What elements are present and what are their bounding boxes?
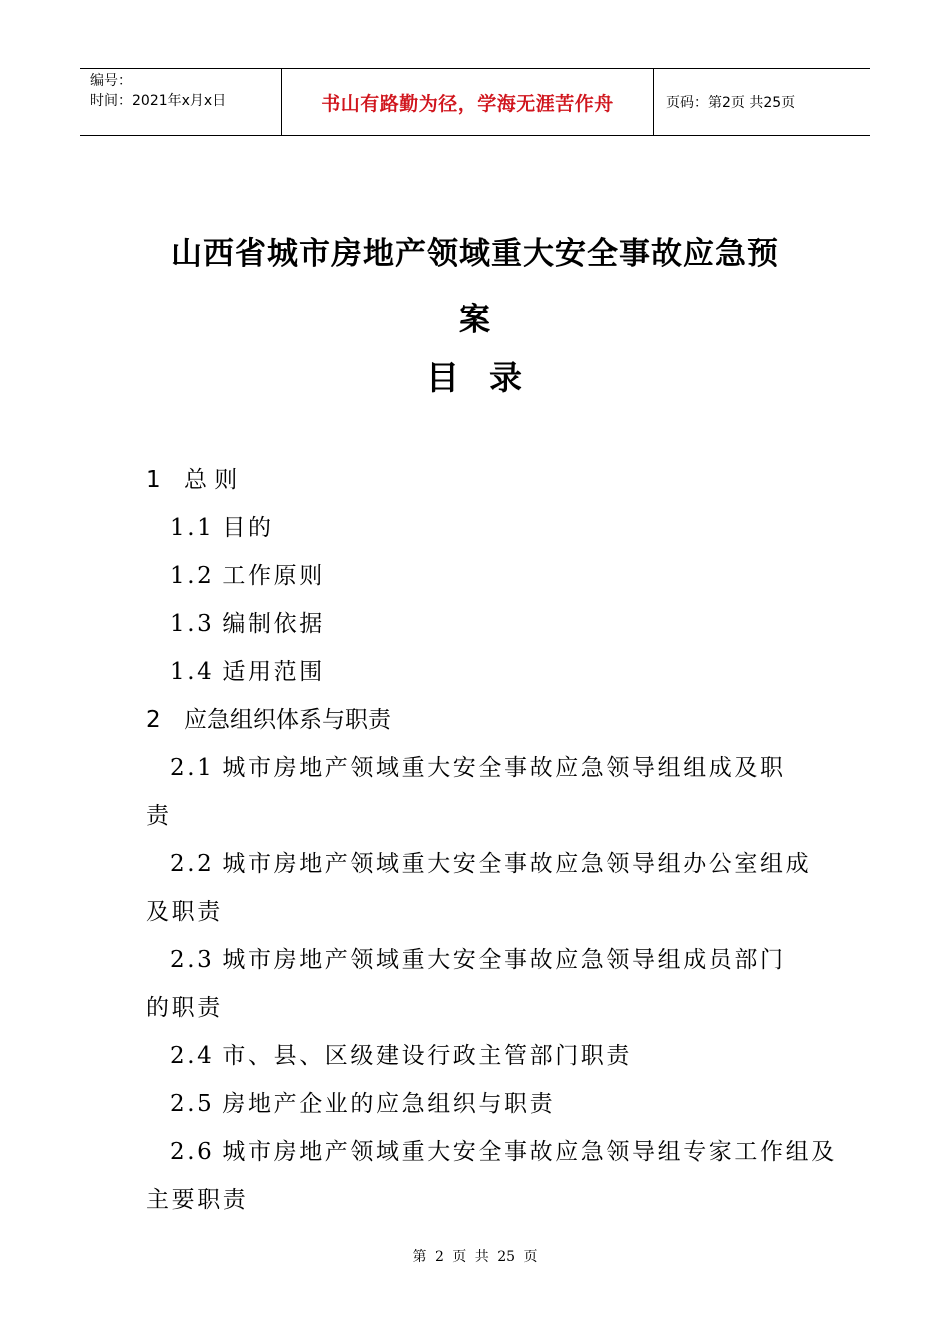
number-label: 编号： bbox=[90, 73, 132, 89]
toc-entry-text: 适用范围 bbox=[222, 659, 325, 685]
document-header bbox=[80, 68, 870, 136]
toc-entry-text: 市、县、区级建设行政主管部门职责 bbox=[222, 1043, 632, 1069]
toc-entry-number: 1.4 bbox=[170, 659, 215, 685]
toc-entry-number: 2.2 bbox=[170, 851, 215, 877]
header-motto: 书山有路勤为径，学海无涯苦作舟 bbox=[282, 69, 654, 135]
toc-entry-2-1-continuation: 责 bbox=[146, 803, 172, 829]
toc-entry-number: 2.5 bbox=[170, 1091, 215, 1117]
header-page-info: 页码：第2页 共25页 bbox=[666, 95, 796, 111]
toc-entry-1-3[interactable] bbox=[170, 605, 325, 638]
toc-entry-number: 1.3 bbox=[170, 611, 215, 637]
toc-entry-2-3-continuation: 的职责 bbox=[146, 995, 223, 1021]
toc-entry-text: 工作原则 bbox=[222, 563, 325, 589]
toc-entry-text: 城市房地产领域重大安全事故应急领导组办公室组成 bbox=[222, 851, 812, 877]
header-meta bbox=[80, 69, 282, 135]
toc-entry-2-2[interactable] bbox=[170, 845, 811, 878]
toc-entry-number: 2.4 bbox=[170, 1043, 215, 1069]
toc-entry-number: 2.6 bbox=[170, 1139, 215, 1165]
toc-entry-number: 1.1 bbox=[170, 515, 215, 541]
toc-entry-number: 1 bbox=[146, 467, 161, 493]
toc-entry-2-4[interactable] bbox=[170, 1037, 632, 1070]
toc-entry-2-5[interactable] bbox=[170, 1085, 555, 1118]
toc-entry-2-1[interactable] bbox=[170, 749, 786, 782]
toc-entry-text: 房地产企业的应急组织与职责 bbox=[222, 1091, 556, 1117]
toc-entry-2-2-continuation: 及职责 bbox=[146, 899, 223, 925]
toc-entry-number: 2.1 bbox=[170, 755, 215, 781]
toc-entry-number: 2 bbox=[146, 707, 161, 733]
toc-entry-2-3[interactable] bbox=[170, 941, 786, 974]
toc-heading: 目录 bbox=[426, 358, 552, 397]
document-title-line1: 山西省城市房地产领域重大安全事故应急预 bbox=[171, 236, 779, 272]
toc-entry-text: 城市房地产领域重大安全事故应急领导组成员部门 bbox=[222, 947, 786, 973]
toc-entry-text: 城市房地产领域重大安全事故应急领导组专家工作组及 bbox=[222, 1139, 837, 1165]
toc-entry-text: 城市房地产领域重大安全事故应急领导组组成及职 bbox=[222, 755, 786, 781]
toc-entry-2[interactable] bbox=[146, 701, 391, 734]
toc-entry-text: 应急组织体系与职责 bbox=[184, 707, 391, 733]
time-label: 时间：2021年x月x日 bbox=[90, 93, 227, 109]
toc-entry-1-2[interactable] bbox=[170, 557, 325, 590]
toc-entry-number: 2.3 bbox=[170, 947, 215, 973]
toc-entry-1[interactable] bbox=[146, 461, 237, 494]
page-footer: 第 2 页 共 25 页 bbox=[412, 1249, 538, 1265]
toc-entry-1-4[interactable] bbox=[170, 653, 325, 686]
toc-entry-2-6[interactable] bbox=[170, 1133, 837, 1166]
document-title-line2: 案 bbox=[459, 302, 491, 338]
toc-entry-1-1[interactable] bbox=[170, 509, 274, 542]
toc-entry-text: 目的 bbox=[222, 515, 274, 541]
toc-entry-number: 1.2 bbox=[170, 563, 215, 589]
toc-entry-text: 总 则 bbox=[184, 467, 238, 493]
toc-entry-text: 编制依据 bbox=[222, 611, 325, 637]
toc-entry-2-6-continuation: 主要职责 bbox=[146, 1187, 249, 1213]
